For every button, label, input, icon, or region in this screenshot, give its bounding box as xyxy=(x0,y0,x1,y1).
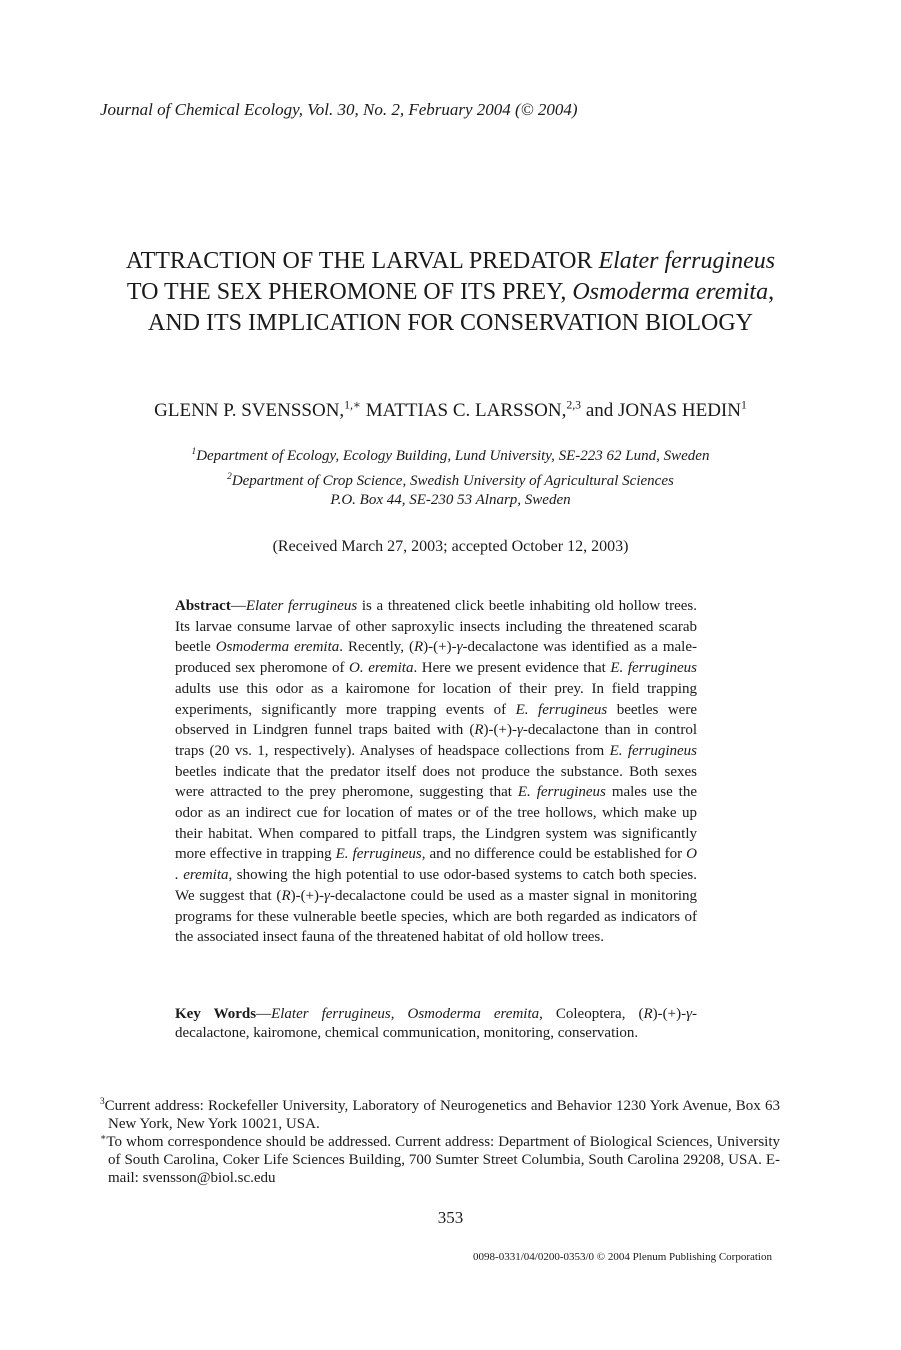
author-name: GLENN P. SVENSSON, xyxy=(154,400,345,421)
affiliation-text: Department of Crop Science, Swedish University of Agricultural Sciences xyxy=(231,473,674,489)
title-text: TO THE SEX PHEROMONE OF ITS PREY, xyxy=(126,279,573,305)
italic-term: E. ferrugineus xyxy=(515,701,608,718)
title-line-2 xyxy=(60,277,841,308)
italic-term: E. ferrugineus, xyxy=(335,846,426,863)
text-run: , Coleoptera, ( xyxy=(539,1006,644,1022)
copyright-line: 0098-0331/04/0200-0353/0 © 2004 Plenum Publishing Corporation xyxy=(473,1251,772,1263)
italic-term: Elater ferrugineus xyxy=(271,1006,391,1022)
italic-term: Osmoderma eremita xyxy=(215,639,340,656)
title-species-name: Elater ferrugineus xyxy=(598,248,776,274)
author-list xyxy=(60,400,841,422)
text-run: . Recently, ( xyxy=(339,639,414,656)
text-run: — xyxy=(256,1006,272,1022)
italic-term: O. eremita xyxy=(349,660,414,677)
author-affiliation-marker: 1 xyxy=(740,398,747,412)
italic-term: γ xyxy=(456,639,463,656)
italic-term: E. ferrugineus xyxy=(610,660,697,677)
author-affiliation-marker: 2,3 xyxy=(566,398,582,412)
title-species-name: Osmoderma eremita xyxy=(572,279,769,305)
author-name: MATTIAS C. LARSSON, xyxy=(361,400,567,421)
italic-term: γ xyxy=(516,722,523,739)
affiliation-1 xyxy=(60,447,841,466)
text-run: and no difference could be established for xyxy=(425,846,687,863)
text-run: )-(+)- xyxy=(652,1006,687,1022)
footnote-marker: ∗ xyxy=(100,1133,107,1143)
article-title xyxy=(60,246,841,339)
text-run: )-(+)- xyxy=(423,639,457,656)
text-run: -decalactone than in control traps (20 vs. 1, respectively). Analyses of headspace collections from xyxy=(175,722,697,759)
footnote-correspondence xyxy=(100,1133,780,1187)
text-run: adults use this odor as a kairomone for location of their prey. In field trapping experiments, significantly more trapping events of xyxy=(175,680,697,718)
italic-term: E. ferrugineus xyxy=(517,784,606,801)
italic-term: E. ferrugineus xyxy=(609,742,697,759)
text-run: , showing the high potential to use odor-based systems to catch both species. We suggest that ( xyxy=(175,867,698,904)
affiliation-address: P.O. Box 44, SE-230 53 Alnarp, Sweden xyxy=(330,492,571,508)
title-line-1 xyxy=(60,246,841,277)
text-run: -decalactone was identified as a male-produced sex pheromone of xyxy=(175,639,697,677)
text-run: . Here we present evidence that xyxy=(413,660,611,677)
text-run: beetles were observed in Lindgren funnel traps baited with ( xyxy=(175,701,697,739)
text-run: beetles indicate that the predator itself does not produce the substance. Both sexes were attracted to the prey pheromone, suggesting that xyxy=(175,763,697,801)
affiliation-text: Department of Ecology, Ecology Building, Lund University, SE-223 62 Lund, Sweden xyxy=(196,448,710,464)
affiliation-marker: 1 xyxy=(191,447,197,457)
italic-term: Elater ferrugineus xyxy=(245,598,358,614)
italic-term: R xyxy=(281,887,291,904)
journal-citation: Journal of Chemical Ecology, Vol. 30, No. 2, February 2004 (© 2004) xyxy=(100,100,578,119)
footnote-text: To whom correspondence should be addressed. Current address: Department of Biological Sciences, University of South Carolina, Coker Life Sciences Building, 700 Sumter Street Columbia, South Carolina 29208, USA. E-mail: svensson@biol.sc.edu xyxy=(106,1134,780,1186)
text-run: is a threatened click beetle inhabiting old hollow trees. Its larvae consume larvae of other saproxylic insects including the threatened scarab beetle xyxy=(175,598,697,656)
footnote-marker: 3 xyxy=(100,1097,105,1107)
italic-term: Osmoderma eremita xyxy=(407,1006,540,1022)
title-text: ATTRACTION OF THE LARVAL PREDATOR xyxy=(125,248,599,274)
keywords-label: Key Words xyxy=(175,1006,257,1022)
italic-term: R xyxy=(474,722,484,739)
text-run: )-(+)- xyxy=(483,722,517,739)
author-affiliation-marker: 1,∗ xyxy=(344,398,361,412)
author-name: and JONAS HEDIN xyxy=(581,400,741,421)
italic-term: γ xyxy=(324,887,330,904)
key-words xyxy=(175,1005,697,1043)
abstract-body xyxy=(175,598,697,945)
text-run: — xyxy=(230,598,246,614)
abstract xyxy=(175,596,697,948)
text-run: -decalactone could be used as a master signal in monitoring programs for these vulnerable beetle species, which are both regarded as indicators of the associated insect fauna of the threatened habitat of old hollow trees. xyxy=(175,887,697,946)
title-line-3: AND ITS IMPLICATION FOR CONSERVATION BIOLOGY xyxy=(148,310,753,336)
page-number: 353 xyxy=(437,1208,464,1227)
received-dates: (Received March 27, 2003; accepted October 12, 2003) xyxy=(272,538,629,555)
text-run: males use the odor as an indirect cue for location of mates or of the tree hollows, which make up their habitat. When compared to pitfall traps, the Lindgren system was significantly more effective in trapping xyxy=(175,784,698,863)
italic-term: R xyxy=(413,639,424,656)
italic-term: γ xyxy=(686,1006,692,1022)
footnote-text: Current address: Rockefeller University, Laboratory of Neurogenetics and Behavior 1230 York Avenue, Box 63 New York, New York 10021, USA. xyxy=(104,1098,780,1132)
text-run: -decalactone, kairomone, chemical communication, monitoring, conservation. xyxy=(175,1006,697,1041)
footnote-3 xyxy=(100,1097,780,1133)
text-run: , xyxy=(390,1006,408,1022)
text-run: )-(+)- xyxy=(290,887,325,904)
title-text: , xyxy=(768,279,775,305)
italic-term: R xyxy=(643,1006,653,1022)
abstract-label: Abstract xyxy=(175,598,231,614)
italic-term: O . eremita xyxy=(175,846,698,884)
affiliation-2 xyxy=(60,472,841,510)
affiliation-marker: 2 xyxy=(227,472,232,482)
